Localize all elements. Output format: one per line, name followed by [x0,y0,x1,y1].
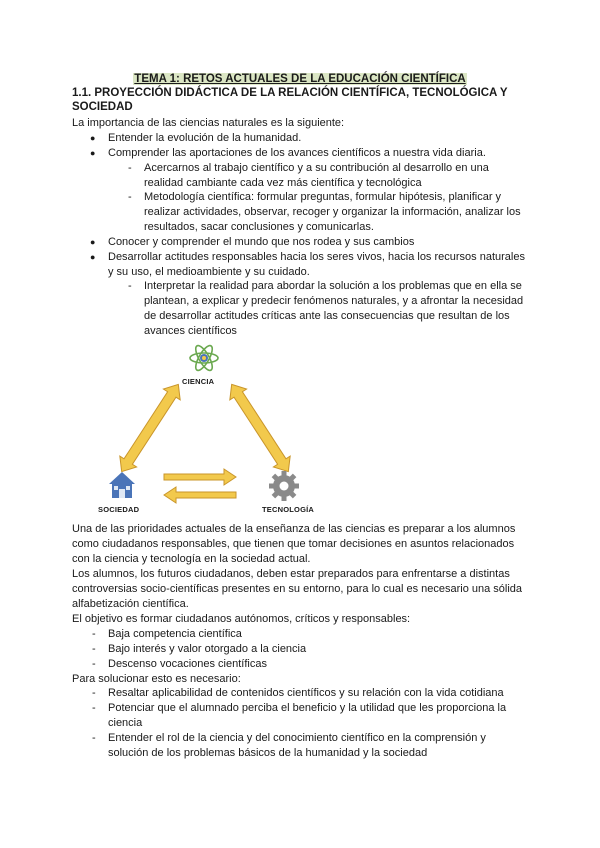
solution-item: - Entender el rol de la ciencia y del conocimiento científico en la comprensión y solución de los problemas básicos de la humanidad y la sociedad [92,732,486,759]
solution-item: - Resaltar aplicabilidad de contenidos científicos y su relación con la vida cotidiana [92,687,504,699]
paragraph: Una de las prioridades actuales de la enseñanza de las ciencias es preparar a los alumnos como ciudadanos responsables, que tienen que tomar decisiones en asuntos relacionados con la ciencia y tecnología en la sociedad actual. [72,523,516,565]
label-tecnologia: TECNOLOGÍA [262,505,314,514]
arrow-ciencia-sociedad [113,379,186,477]
document-title: TEMA 1: RETOS ACTUALES DE LA EDUCACIÓN CIENTÍFICA [134,73,466,85]
section-heading: 1.1. PROYECCIÓN DIDÁCTICA DE LA RELACIÓN CIENTÍFICA, TECNOLÓGICA Y SOCIEDAD [72,87,508,113]
arrow-sociedad-tecnologia [164,469,236,503]
bullet-item: ● Conocer y comprender el mundo que nos rodea y sus cambios [108,235,528,250]
cts-triangle-diagram [94,336,324,512]
solution-intro: Para solucionar esto es necesario: [72,673,241,685]
house-icon [109,472,135,498]
problem-item: - Bajo interés y valor otorgado a la ciencia [92,643,307,655]
gear-icon [269,471,299,501]
atom-icon [190,343,218,372]
sub-list-item: - Interpretar la realidad para abordar la solución a los problemas que en ella se plantean, a explicar y predecir fenómenos naturales, y a afrontar la necesidad de desarrollar actitudes críticas ante las consecuencias que resultan de los avances científicos [128,280,524,337]
diagram-arrows [94,336,324,512]
intro-text: La importancia de las ciencias naturales es la siguiente: [72,117,345,129]
problem-item: - Baja competencia científica [92,628,242,640]
bullet-item: ● Desarrollar actitudes responsables hacia los seres vivos, hacia los recursos naturales y su uso, el medioambiente y su cuidado. [108,250,528,280]
objective-text: El objetivo es formar ciudadanos autónomos, críticos y responsables: [72,613,411,625]
label-ciencia: CIENCIA [182,377,215,386]
label-sociedad: SOCIEDAD [98,505,140,514]
solution-item: - Potenciar que el alumnado perciba el beneficio y la utilidad que les proporciona la ciencia [92,702,507,729]
bullet-item: ● Entender la evolución de la humanidad. [108,131,528,146]
sub-list-item: - Acercarnos al trabajo científico y a su contribución al desarrollo en una realidad cambiante cada vez más científica y tecnológica [128,162,489,189]
paragraph: Los alumnos, los futuros ciudadanos, deben estar preparados para enfrentarse a distintas controversias socio-científicas presentes en su entorno, para lo cual es necesario una sólida alfabetización científica. [72,568,523,610]
sub-list-item: - Metodología científica: formular preguntas, formular hipótesis, planificar y realizar actividades, observar, recoger y organizar la información, analizar los resultados, sacar conclusiones y comunicarlas. [128,191,521,233]
bullet-item: ● Comprender las aportaciones de los avances científicos a nuestra vida diaria. [108,146,528,161]
arrow-ciencia-tecnologia [223,379,296,477]
problem-item: - Descenso vocaciones científicas [92,658,267,670]
